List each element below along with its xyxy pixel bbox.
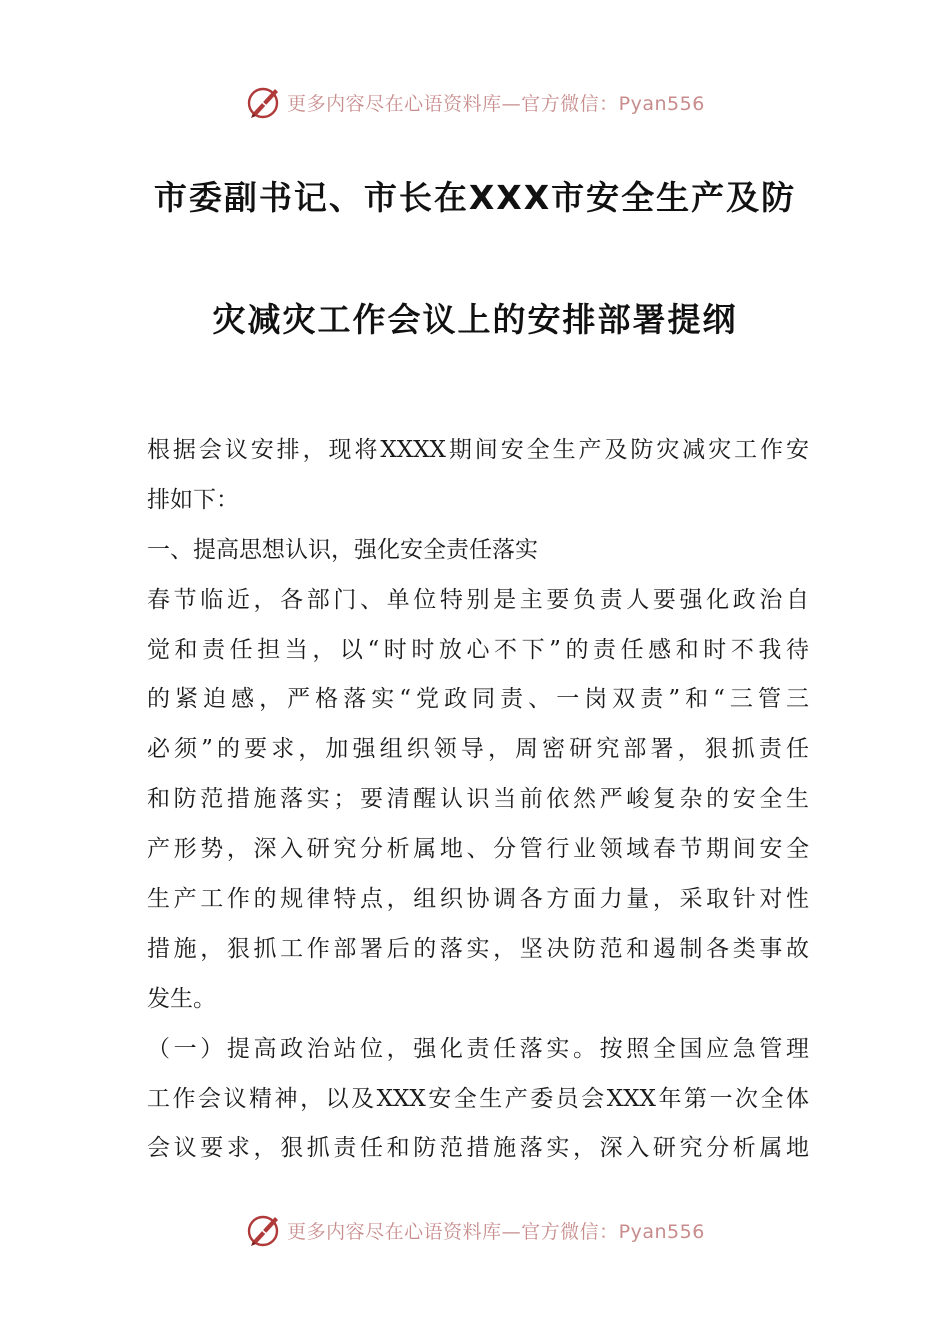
document-body	[147, 426, 809, 1174]
body-line: 会议要求，狠抓责任和防范措施落实，深入研究分析属地	[147, 1135, 809, 1162]
banner-text-cn: 更多内容尽在心语资料库—官方微信：	[287, 1220, 619, 1243]
footer-banner	[0, 1210, 950, 1250]
body-line: 工作会议精神，以及XXX安全生产委员会XXX年第一次全体	[147, 1085, 809, 1112]
body-line: 产形势，深入研究分析属地、分管行业领域春节期间安全	[147, 836, 809, 863]
body-line: 排如下：	[147, 486, 239, 513]
banner-text-cn: 更多内容尽在心语资料库—官方微信：	[287, 92, 619, 115]
document-title-line-2: 灾减灾工作会议上的安排部署提纲	[212, 300, 738, 339]
body-line: 措施，狠抓工作部署后的落实，坚决防范和遏制各类事故	[147, 935, 809, 962]
banner-text	[287, 89, 705, 116]
body-line: 生产工作的规律特点，组织协调各方面力量，采取针对性	[147, 886, 809, 913]
document-title-line-1: 市委副书记、市长在XXX市安全生产及防	[153, 178, 797, 217]
pen-logo-icon	[245, 83, 283, 121]
section-heading: 一、提高思想认识，强化安全责任落实	[147, 536, 538, 563]
body-line: 根据会议安排，现将XXXX期间安全生产及防灾减灾工作安	[147, 437, 809, 463]
banner-wechat-id: Pyan556	[618, 92, 705, 115]
header-banner	[0, 82, 950, 122]
banner-wechat-id: Pyan556	[618, 1220, 705, 1243]
body-line: 发生。	[147, 985, 216, 1012]
banner-text	[287, 1217, 705, 1244]
body-line: 必须”的要求，加强组织领导，周密研究部署，狠抓责任	[147, 736, 809, 763]
pen-logo-icon	[245, 1211, 283, 1249]
body-line: 和防范措施落实；要清醒认识当前依然严峻复杂的安全生	[147, 786, 809, 813]
body-line: 觉和责任担当，以“时时放心不下”的责任感和时不我待	[147, 636, 809, 663]
subsection-line: （一）提高政治站位，强化责任落实。按照全国应急管理	[147, 1035, 809, 1062]
body-line: 的紧迫感，严格落实“党政同责、一岗双责”和“三管三	[147, 686, 809, 713]
body-line: 春节临近，各部门、单位特别是主要负责人要强化政治自	[147, 586, 809, 613]
